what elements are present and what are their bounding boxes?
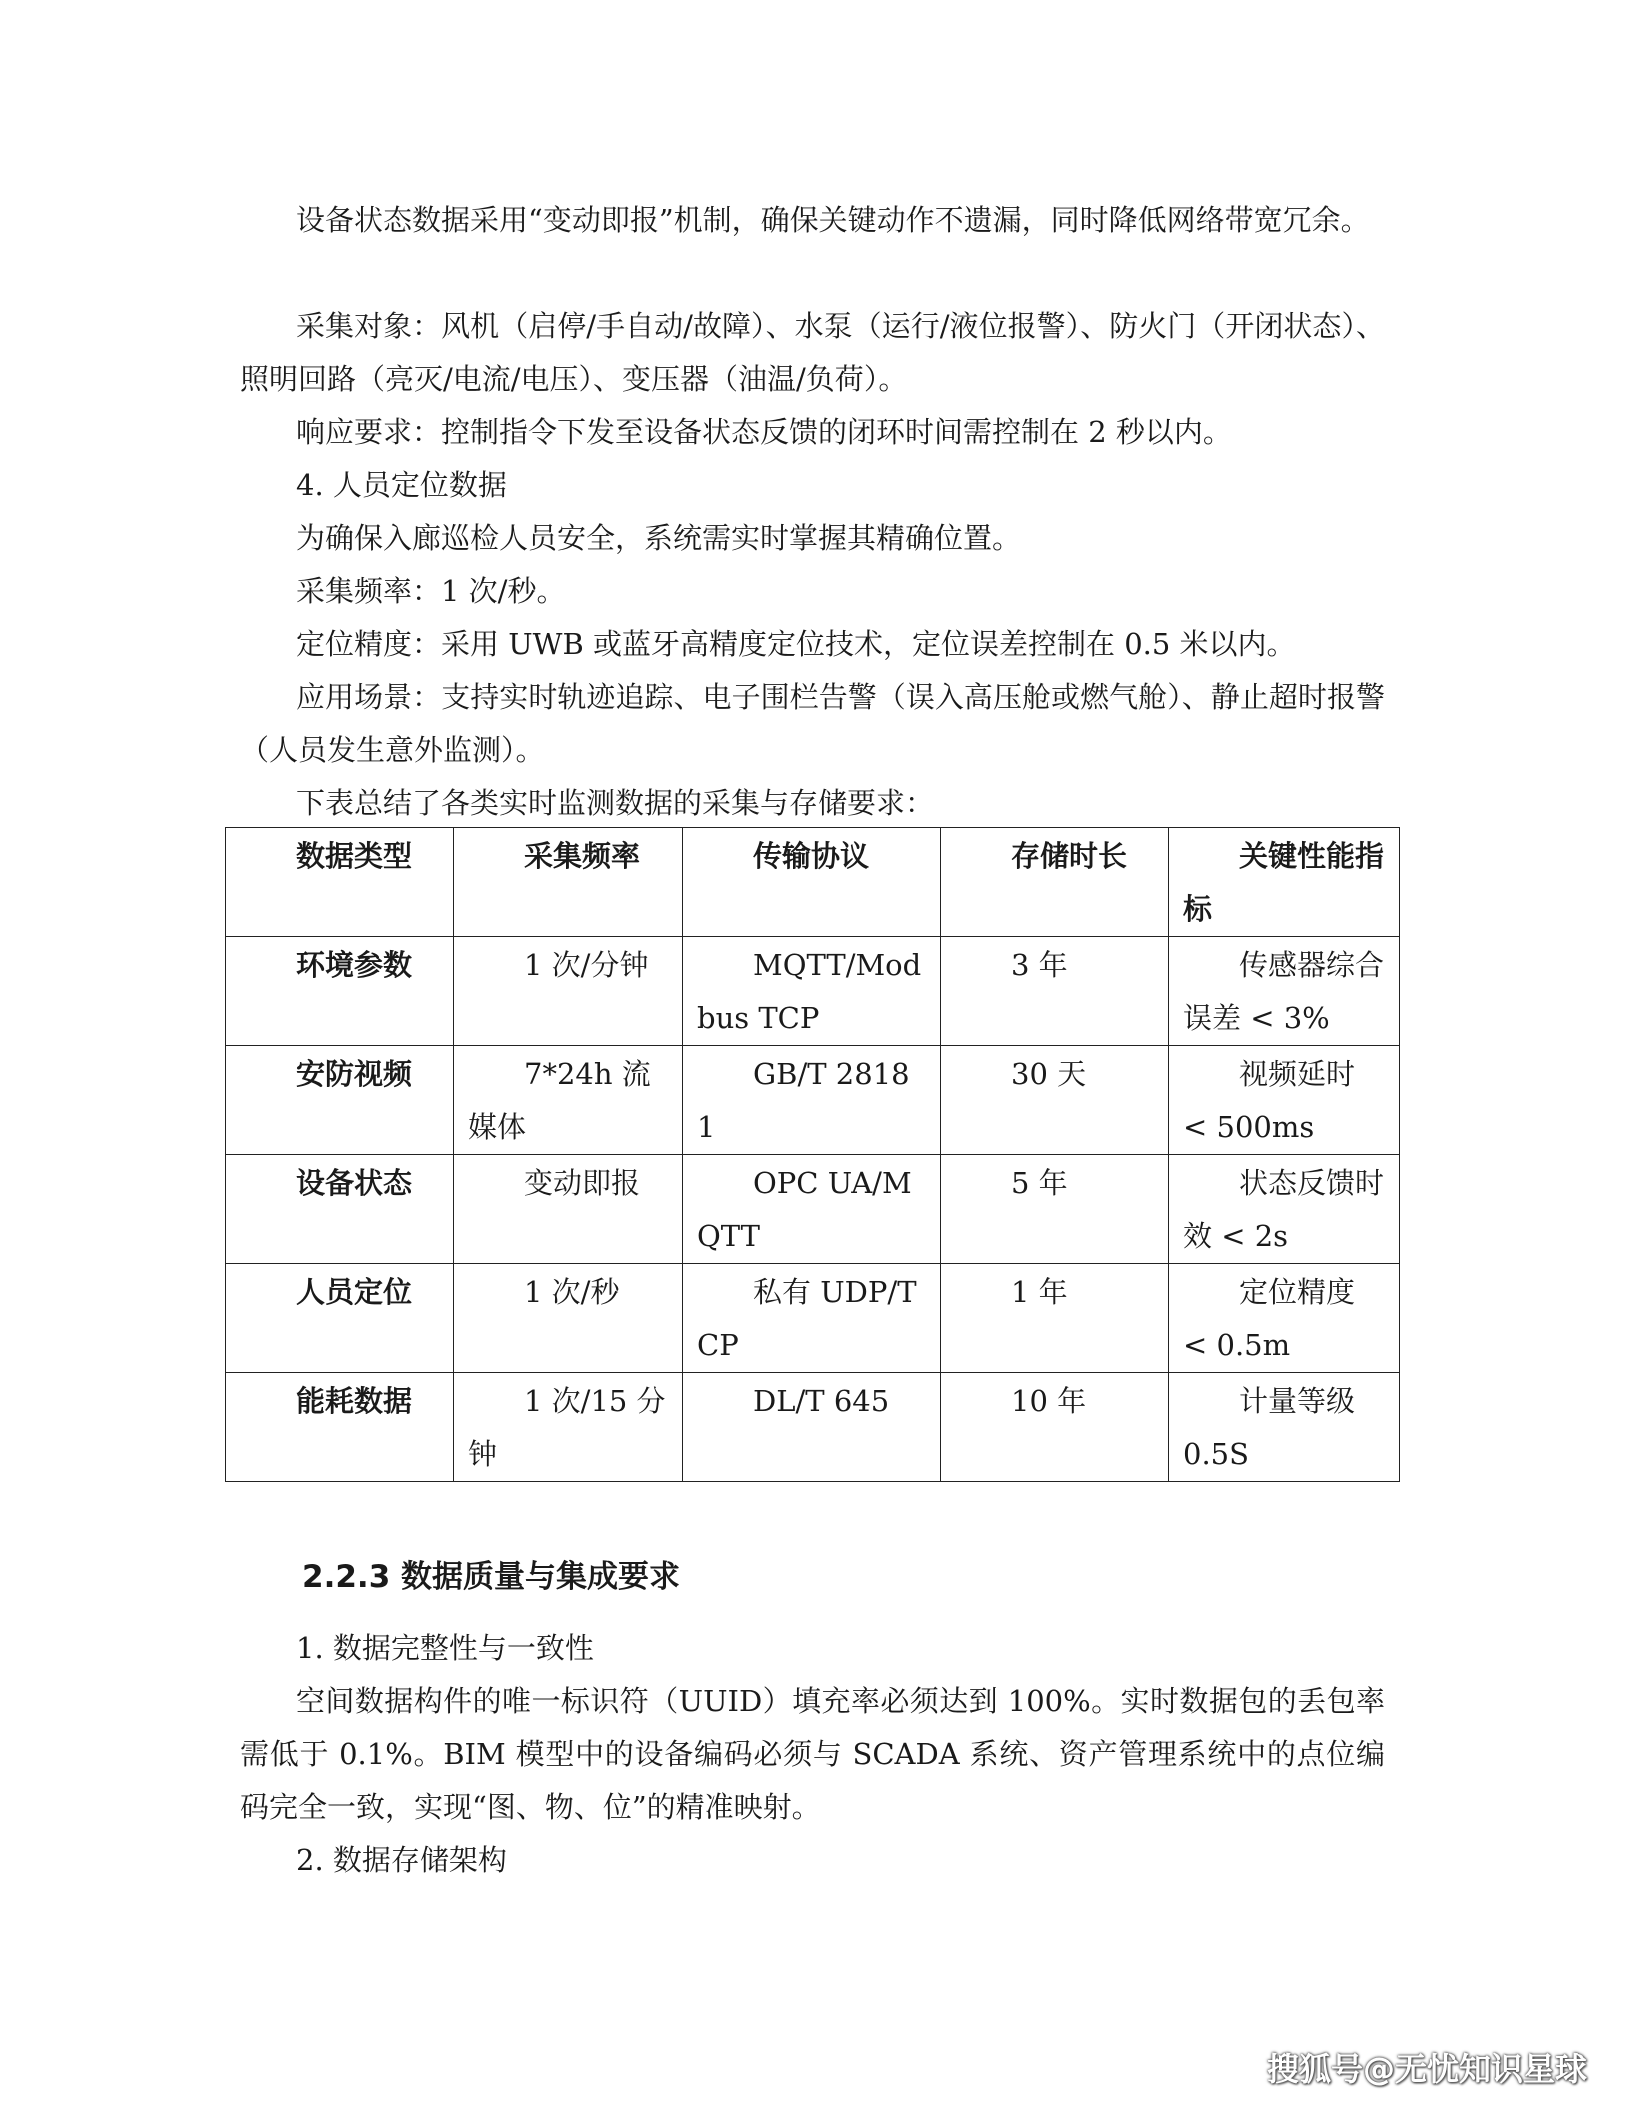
table-cell-type: 设备状态 [226,1155,454,1264]
table-cell: 10 年 [941,1373,1169,1482]
table-cell-type: 安防视频 [226,1046,454,1155]
table-cell: DL/T 645 [683,1373,941,1482]
subheading-data-storage: 2. 数据存储架构 [296,1843,507,1877]
subheading-personnel-positioning: 4. 人员定位数据 [296,468,507,502]
table-row [226,1264,1400,1373]
table-cell-type: 环境参数 [226,937,454,1046]
paragraph-status-mechanism: 设备状态数据采用“变动即报”机制，确保关键动作不遗漏，同时降低网络带宽冗余。 [296,203,1370,237]
watermark: 搜狐号@无忧知识星球 [1266,2050,1587,2088]
table-cell: MQTT/Modbus TCP [683,937,941,1046]
table-row [226,937,1400,1046]
table-cell: 状态反馈时效 < 2s [1169,1155,1400,1264]
table-row [226,1373,1400,1482]
table-header-row [226,828,1400,937]
table-row [226,1155,1400,1264]
table-cell: 30 天 [941,1046,1169,1155]
table-row [226,1046,1400,1155]
table-cell-type: 人员定位 [226,1264,454,1373]
paragraph-collection-objects: 采集对象：风机（启停/手自动/故障）、水泵（运行/液位报警）、防火门（开闭状态）、照明回路（亮灭/电流/电压）、变压器（油温/负荷）。 [240,309,1385,396]
table-cell: 计量等级 0.5S [1169,1373,1400,1482]
table-header-cell: 传输协议 [683,828,941,937]
table-cell: 私有 UDP/TCP [683,1264,941,1373]
table-cell: 变动即报 [454,1155,683,1264]
table-cell: 定位精度 < 0.5m [1169,1264,1400,1373]
paragraph-positioning-purpose: 为确保入廊巡检人员安全，系统需实时掌握其精确位置。 [296,521,1022,555]
table-cell: 1 次/分钟 [454,937,683,1046]
table-cell: 7*24h 流媒体 [454,1046,683,1155]
paragraph-application-scenarios: 应用场景：支持实时轨迹追踪、电子围栏告警（误入高压舱或燃气舱）、静止超时报警（人员发生意外监测）。 [240,680,1385,767]
table-cell: GB/T 28181 [683,1046,941,1155]
table-cell: 传感器综合误差 < 3% [1169,937,1400,1046]
table-cell: 1 次/秒 [454,1264,683,1373]
paragraph-collection-frequency: 采集频率：1 次/秒。 [296,574,566,608]
table-cell: 视频延时 < 500ms [1169,1046,1400,1155]
table-cell: 5 年 [941,1155,1169,1264]
table-cell: 1 年 [941,1264,1169,1373]
paragraph-positioning-accuracy: 定位精度：采用 UWB 或蓝牙高精度定位技术，定位误差控制在 0.5 米以内。 [296,627,1296,661]
table-cell: 3 年 [941,937,1169,1046]
table-header-cell: 存储时长 [941,828,1169,937]
subheading-data-integrity: 1. 数据完整性与一致性 [296,1631,594,1665]
table-cell-type: 能耗数据 [226,1373,454,1482]
monitoring-data-table [225,827,1400,1482]
paragraph-table-intro: 下表总结了各类实时监测数据的采集与存储要求： [296,786,935,820]
table-header-cell: 数据类型 [226,828,454,937]
paragraph-data-integrity: 空间数据构件的唯一标识符（UUID）填充率必须达到 100%。实时数据包的丢包率需低于 0.1%。BIM 模型中的设备编码必须与 SCADA 系统、资产管理系统中的点位编码完全一致，实现“图、物、位”的精准映射。 [240,1684,1385,1824]
table-cell: 1 次/15 分钟 [454,1373,683,1482]
paragraph-response-requirement: 响应要求：控制指令下发至设备状态反馈的闭环时间需控制在 2 秒以内。 [296,415,1232,449]
table-header-cell: 采集频率 [454,828,683,937]
table-cell: OPC UA/MQTT [683,1155,941,1264]
table-header-cell: 关键性能指标 [1169,828,1400,937]
section-heading: 2.2.3 数据质量与集成要求 [302,1559,681,1595]
